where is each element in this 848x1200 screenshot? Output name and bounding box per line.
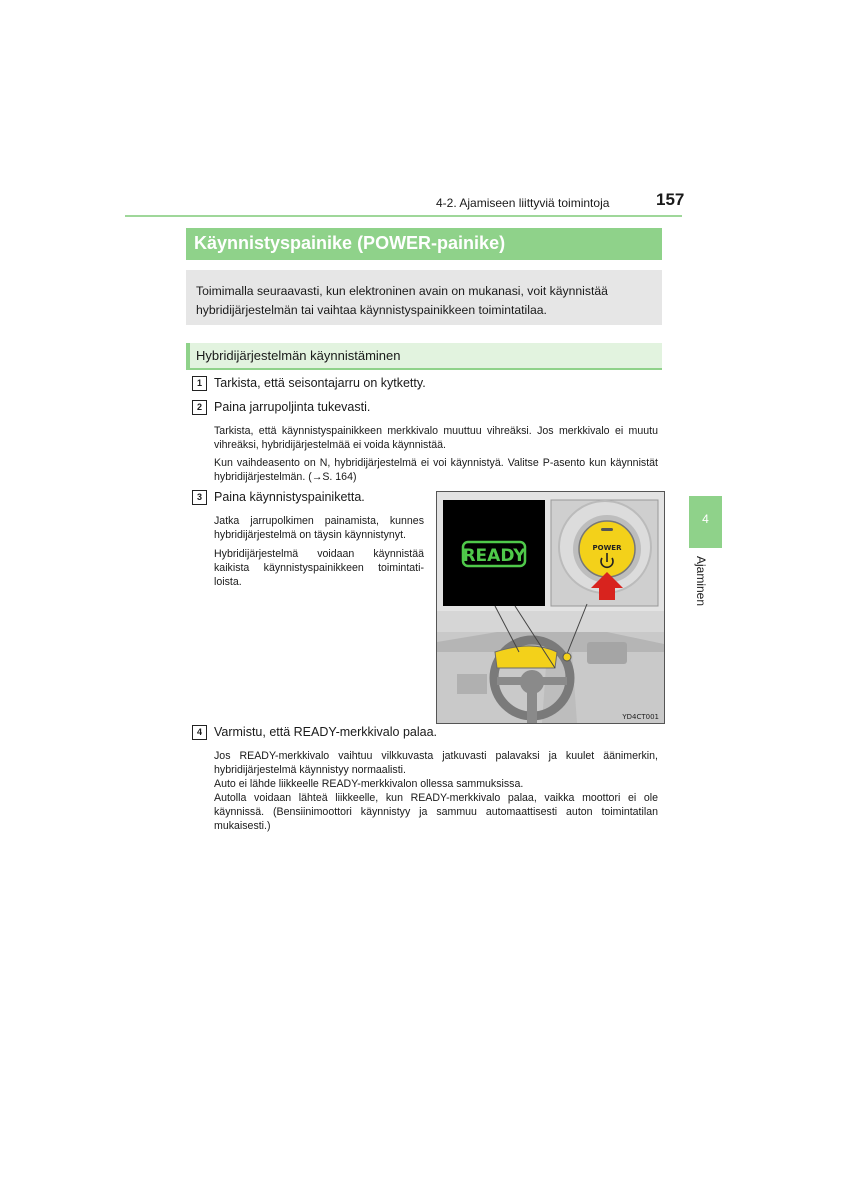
power-button-label: POWER: [592, 544, 622, 552]
step-number: 4: [192, 725, 207, 740]
step-note: Auto ei lähde liikkeelle READY-merkkivalon ollessa sammuksissa.: [214, 778, 524, 790]
power-button-figure: [436, 491, 665, 724]
page-number: 157: [656, 190, 685, 209]
ready-indicator-label: READY: [462, 546, 526, 566]
intro-box: [186, 270, 662, 325]
step-number: 1: [192, 376, 207, 391]
step-note: Jatka jarrupolkimen painamista, kunnes hybridijärjestelmä on täysin käynnistynyt.: [214, 515, 424, 541]
intro-text: Toimimalla seuraavasti, kun elektroninen avain on mukanasi, voit käynnistää hybridijärjestelmän tai vaihtaa käynnistyspainikkeen toimintatilaa.: [196, 284, 608, 317]
figure-illustration: [437, 492, 664, 723]
chapter-tab: [689, 496, 722, 548]
chapter-number: 4: [702, 512, 709, 526]
subsection-title: Hybridijärjestelmän käynnistäminen: [196, 348, 401, 363]
chapter-label: Ajaminen: [694, 556, 708, 607]
header-rule: [125, 215, 682, 217]
subsection-bar: [186, 343, 662, 370]
step-text: Tarkista, että seisontajarru on kytketty.: [214, 376, 426, 390]
step-number: 2: [192, 400, 207, 415]
figure-code: YD4CT001: [622, 713, 659, 721]
title-bar: [186, 228, 662, 260]
step-note: Jos READY-merkkivalo vaihtuu vilkkuvasta jatkuvasti palavaksi ja kuulet äänimerkin, hybridijärjestelmä käynnistyy normaalisti.: [214, 750, 658, 776]
step-text: Paina käynnistyspainiketta.: [214, 490, 365, 504]
running-header: 4-2. Ajamiseen liittyviä toimintoja: [436, 196, 610, 210]
step-text: Varmistu, että READY-merkkivalo palaa.: [214, 725, 438, 739]
step-note: Hybridijärjestelmä voidaan käynnistää kaikista käynnistyspainikkeen toimintati-loista.: [214, 548, 424, 588]
step-note: Autolla voidaan lähteä liikkeelle, kun READY-merkkivalo palaa, vaikka moottori ei ole käynnissä. (Bensiinimoottori käynnistyy ja sammuu automaattisesti auton toimintatilan mukaisesti.): [214, 792, 658, 832]
step-text: Paina jarrupoljinta tukevasti.: [214, 400, 371, 414]
step-note: Kun vaihdeasento on N, hybridijärjestelmä ei voi käynnistyä. Valitse P-asento kun käynnistät hybridijärjestelmän. (→S. 164): [214, 457, 658, 483]
step-note: Tarkista, että käynnistyspainikkeen merkkivalo muuttuu vihreäksi. Jos merkkivalo ei muutu vihreäksi, hybridijärjestelmää ei voida käynnistää.: [214, 425, 658, 451]
page-title: Käynnistyspainike (POWER-painike): [194, 233, 506, 253]
subsection-accent: [186, 343, 190, 368]
step-number: 3: [192, 490, 207, 505]
